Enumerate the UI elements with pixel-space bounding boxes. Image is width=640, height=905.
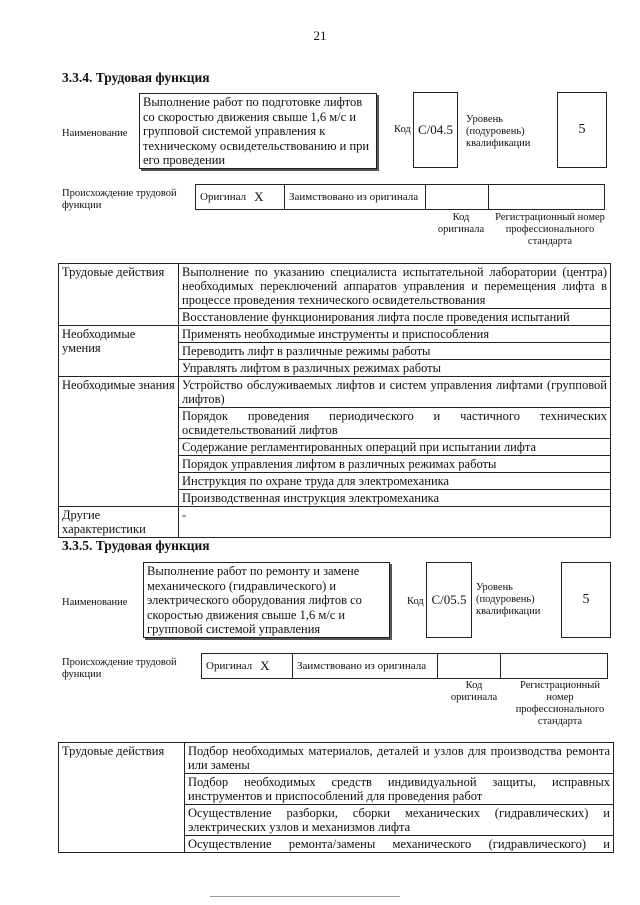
- table-row: [59, 743, 614, 774]
- labor-actions-label: Трудовые действия: [59, 264, 179, 326]
- page-number: 21: [313, 28, 327, 43]
- reg-number-cell: [500, 653, 608, 679]
- section-title: 3.3.4. Трудовая функция: [62, 70, 210, 85]
- code-value: C/04.5: [413, 92, 458, 168]
- reg-number-caption: Регистрационный номер профессионального стандарта: [495, 212, 605, 247]
- code-orig-cell: [425, 184, 489, 210]
- other-label: Другие характеристики: [59, 507, 179, 538]
- table-row: [59, 264, 611, 309]
- labor-actions-label: Трудовые действия: [59, 743, 185, 853]
- list-item: Управлять лифтом в различных режимах работы: [179, 360, 611, 377]
- original-mark: X: [254, 189, 264, 204]
- list-item: Осуществление разборки, сборки механических (гидравлических) и электрических узлов и механизмов лифта: [185, 805, 614, 836]
- code-label: Код: [394, 124, 411, 135]
- list-item: Порядок проведения периодического и частичного технических освидетельствований лифтов: [179, 408, 611, 439]
- code-orig-caption: Код оригинала: [450, 680, 498, 703]
- table-row: [59, 507, 611, 538]
- level-value: 5: [561, 562, 611, 638]
- code-orig-cell: [437, 653, 501, 679]
- reg-number-cell: [488, 184, 605, 210]
- level-label: Уровень (подуровень) квалификации: [466, 114, 531, 149]
- level-value: 5: [557, 92, 607, 168]
- origin-label: Происхождение трудовой функции: [62, 188, 177, 211]
- original-cell: [201, 653, 293, 679]
- list-item: Восстановление функционирования лифта после проведения испытаний: [179, 309, 611, 326]
- code-value: C/05.5: [426, 562, 472, 638]
- other-value: -: [179, 507, 611, 538]
- original-label: Оригинал: [200, 191, 247, 203]
- function-name-box: Выполнение работ по ремонту и замене механического (гидравлического) и электрического оборудования лифтов со скоростью движения свыше 1,6 м/с и групповой системой управления: [143, 562, 390, 638]
- code-label: Код: [407, 596, 424, 607]
- origin-label: Происхождение трудовой функции: [62, 657, 177, 680]
- name-label: Наименование: [62, 128, 128, 139]
- table-row: [59, 377, 611, 408]
- skills-label: Необходимые умения: [59, 326, 179, 377]
- level-label: Уровень (подуровень) квалификации: [476, 582, 541, 617]
- list-item: Подбор необходимых средств индивидуальной защиты, исправных инструментов и приспособлений для проведения работ: [185, 774, 614, 805]
- list-item: Применять необходимые инструменты и приспособления: [179, 326, 611, 343]
- borrowed-cell: Заимствовано из оригинала: [292, 653, 438, 679]
- requirements-table: [58, 263, 611, 538]
- reg-number-caption: Регистрационный номер профессионального стандарта: [515, 680, 605, 727]
- list-item: Содержание регламентированных операций при испытании лифта: [179, 439, 611, 456]
- origin-row: [202, 653, 608, 679]
- knowledge-label: Необходимые знания: [59, 377, 179, 507]
- list-item: Порядок управления лифтом в различных режимах работы: [179, 456, 611, 473]
- original-cell: [195, 184, 285, 210]
- requirements-table: [58, 742, 614, 853]
- list-item: Выполнение по указанию специалиста испытательной лаборатории (центра) необходимых переключений аппаратов управления и перемещения лифта в процессе проведения технического освидетельствования: [179, 264, 611, 309]
- list-item: Подбор необходимых материалов, деталей и узлов для производства ремонта или замены: [185, 743, 614, 774]
- list-item: Переводить лифт в различные режимы работы: [179, 343, 611, 360]
- borrowed-cell: Заимствовано из оригинала: [284, 184, 426, 210]
- origin-row: [196, 184, 605, 210]
- section-title: 3.3.5. Трудовая функция: [62, 538, 210, 553]
- table-row: [59, 326, 611, 343]
- original-label: Оригинал: [206, 660, 253, 672]
- list-item: Инструкция по охране труда для электромеханика: [179, 473, 611, 490]
- list-item: Устройство обслуживаемых лифтов и систем управления лифтами (групповой лифтов): [179, 377, 611, 408]
- code-orig-caption: Код оригинала: [437, 212, 485, 235]
- name-label: Наименование: [62, 597, 128, 608]
- page-bottom-rule: [210, 896, 400, 897]
- list-item: Производственная инструкция электромеханика: [179, 490, 611, 507]
- original-mark: X: [260, 658, 270, 673]
- function-name-box: Выполнение работ по подготовке лифтов со скоростью движения свыше 1,6 м/с и групповой системой управления к техническому освидетельствованию и при его проведении: [139, 93, 377, 169]
- list-item: Осуществление ремонта/замены механического (гидравлического) и: [185, 836, 614, 853]
